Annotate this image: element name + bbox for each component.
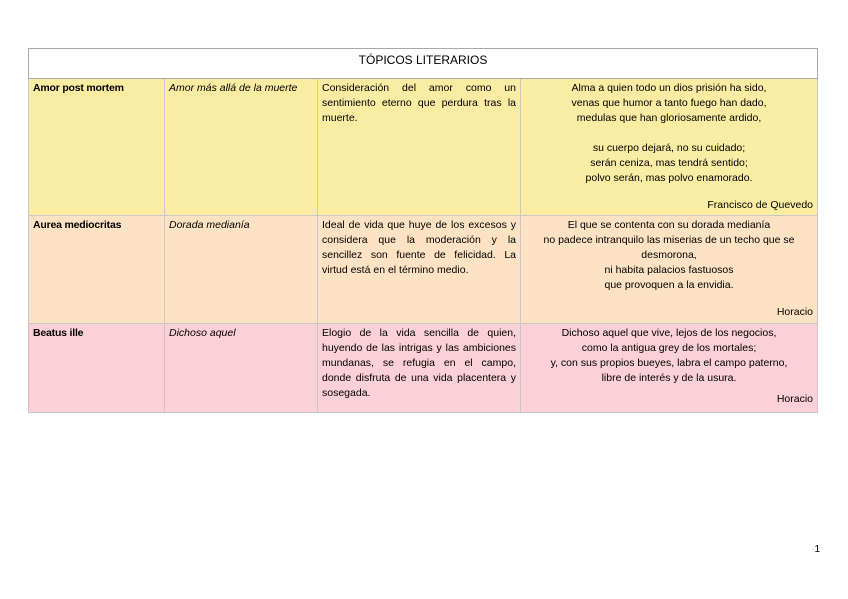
topic-translation: Dorada medianía	[165, 216, 318, 324]
poem-line: serán ceniza, mas tendrá sentido;	[590, 157, 748, 169]
poem-stanza-gap	[525, 126, 813, 141]
table-row	[29, 324, 818, 413]
topic-definition: Ideal de vida que huye de los excesos y considera que la moderación y la sencillez son fuente de felicidad. La virtud está en el término medio.	[318, 216, 521, 324]
topic-definition: Elogio de la vida sencilla de quien, huyendo de las intrigas y las ambiciones mundanas, se refugia en el campo, donde disfruta de una vida placentera y sosegada.	[318, 324, 521, 413]
poem-line: como la antigua grey de los mortales;	[581, 342, 757, 354]
topic-poem	[521, 324, 818, 413]
poem-line: libre de interés y de la usura.	[601, 372, 737, 384]
topic-translation: Amor más allá de la muerte	[165, 79, 318, 216]
literary-topics-table	[28, 48, 818, 413]
poem-author: Horacio	[776, 306, 814, 318]
page-number: 1	[814, 544, 820, 555]
table-title: TÓPICOS LITERARIOS	[29, 49, 818, 79]
poem-line: medulas que han gloriosamente ardido,	[576, 112, 762, 124]
topic-name: Aurea mediocritas	[29, 216, 165, 324]
topic-poem	[521, 216, 818, 324]
poem-author: Francisco de Quevedo	[707, 199, 814, 211]
poem-line: que provoquen a la envidia.	[604, 279, 734, 291]
poem-line: su cuerpo dejará, no su cuidado;	[592, 142, 746, 154]
topic-poem	[521, 79, 818, 216]
poem-line: polvo serán, mas polvo enamorado.	[585, 172, 753, 184]
topic-definition: Consideración del amor como un sentimiento eterno que perdura tras la muerte.	[318, 79, 521, 216]
poem-line: no padece intranquilo las miserias de un techo que se desmorona,	[543, 234, 795, 261]
poem-line: venas que humor a tanto fuego han dado,	[571, 97, 767, 109]
poem-line: Dichoso aquel que vive, lejos de los negocios,	[561, 327, 777, 339]
table-row	[29, 216, 818, 324]
poem-author: Horacio	[776, 393, 814, 405]
poem-line: Alma a quien todo un dios prisión ha sido,	[571, 82, 767, 94]
topic-name: Beatus ille	[29, 324, 165, 413]
table-title-row	[29, 49, 818, 79]
poem-line: El que se contenta con su dorada medianía	[567, 219, 771, 231]
poem-line: ni habita palacios fastuosos	[604, 264, 734, 276]
topic-name: Amor post mortem	[29, 79, 165, 216]
table-row	[29, 79, 818, 216]
poem-line: y, con sus propios bueyes, labra el campo paterno,	[550, 357, 788, 369]
topic-translation: Dichoso aquel	[165, 324, 318, 413]
